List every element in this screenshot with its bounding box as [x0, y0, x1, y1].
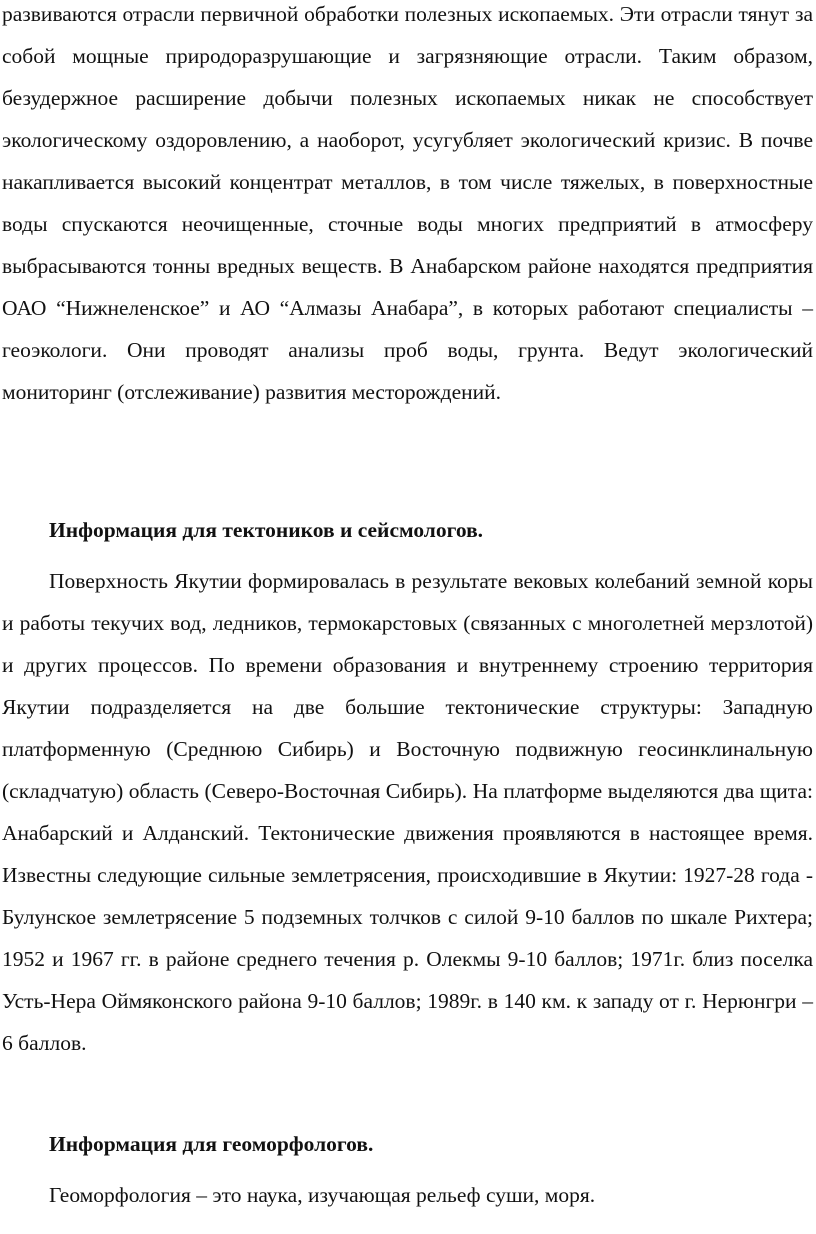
- paragraph-geomorphology-definition: Геоморфология – это наука, изучающая рельеф суши, моря.: [49, 1183, 596, 1207]
- heading-tectonics-seismology: Информация для тектоников и сейсмологов.: [49, 518, 484, 542]
- heading-geomorphology: Информация для геоморфологов.: [49, 1132, 374, 1156]
- paragraph-mining-ecology: развиваются отрасли первичной обработки полезных ископаемых. Эти отрасли тянут за собой мощные природоразрушающие и загрязняющие отрасли. Таким образом, безудержное расширение добычи полезных ископаемых никак не способствует экологическому оздоровлению, а наоборот, усугубляет экологический кризис. В почве накапливается высокий концентрат металлов, в том числе тяжелых, в поверхностные воды спускаются неочищенные, сточные воды многих предприятий в атмосферу выбрасываются тонны вредных веществ. В Анабарском районе находятся предприятия ОАО “Нижнеленское” и АО “Алмазы Анабара”, в которых работают специалисты – геоэкологи. Они проводят анализы проб воды, грунта. Ведут экологический мониторинг (отслеживание) развития месторождений.: [2, 2, 813, 404]
- paragraph-yakutia-tectonics: Поверхность Якутии формировалась в результате вековых колебаний земной коры и работы текучих вод, ледников, термокарстовых (связанных с многолетней мерзлотой) и других процессов. По времени образования и внутреннему строению территория Якутии подразделяется на две большие тектонические структуры: Западную платформенную (Среднюю Сибирь) и Восточную подвижную геосинклинальную (складчатую) область (Северо-Восточная Сибирь). На платформе выделяются два щита: Анабарский и Алданский. Тектонические движения проявляются в настоящее время. Известны следующие сильные землетрясения, происходившие в Якутии: 1927-28 года - Булунское землетрясение 5 подземных толчков с силой 9-10 баллов по шкале Рихтера; 1952 и 1967 гг. в районе среднего течения р. Олекмы 9-10 баллов; 1971г. близ поселка Усть-Нера Оймяконского района 9-10 баллов; 1989г. в 140 км. к западу от г. Нерюнгри – 6 баллов.: [2, 569, 813, 1055]
